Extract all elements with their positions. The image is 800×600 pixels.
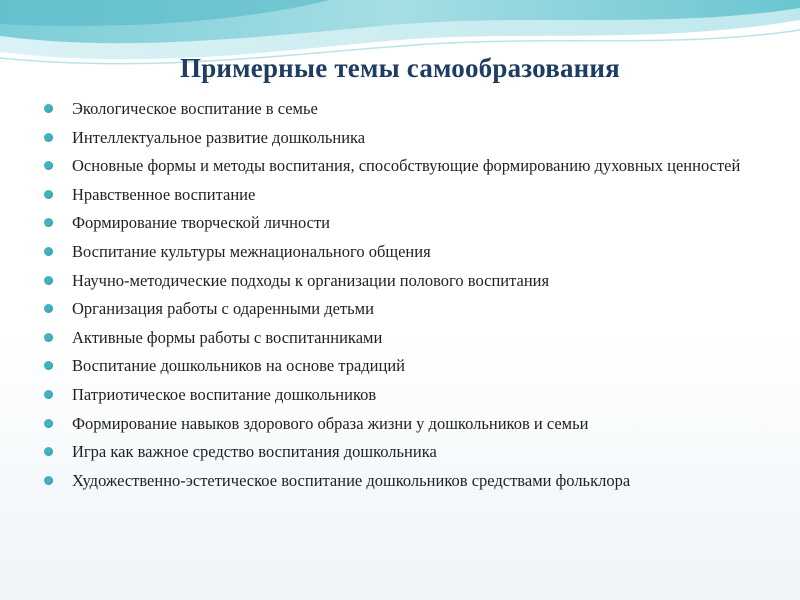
list-item-text: Интеллектуальное развитие дошкольника [72,127,366,147]
list-item [44,440,774,464]
list-item [44,383,774,407]
slide-title: Примерные темы самообразования [180,53,620,83]
list-item [44,154,774,178]
list-item [44,354,774,378]
bullet-dot-icon [44,390,53,399]
bullet-dot-icon [44,104,53,113]
list-item-text: Художественно-эстетическое воспитание дошкольников средствами фольклора [72,470,631,490]
bullet-dot-icon [44,161,53,170]
bullet-dot-icon [44,276,53,285]
list-item [44,469,774,493]
bullet-dot-icon [44,333,53,342]
bullet-dot-icon [44,447,53,456]
list-item [44,126,774,150]
list-item-text: Экологическое воспитание в семье [72,99,318,118]
list-item-text: Патриотическое воспитание дошкольников [72,384,377,404]
list-item [44,412,774,436]
list-item-text: Организация работы с одаренными детьми [72,299,374,319]
list-item-text: Воспитание культуры межнационального общения [72,241,431,261]
list-item-text: Нравственное воспитание [72,184,256,204]
list-item-text: Формирование навыков здорового образа жизни у дошкольников и семьи [72,413,589,433]
list-item-text: Основные формы и методы воспитания, способствующие формированию духовных ценностей [72,156,741,176]
list-item-text: Активные формы работы с воспитанниками [72,327,383,347]
bullet-dot-icon [44,361,53,370]
bullet-dot-icon [44,190,53,199]
bullet-dot-icon [44,476,53,485]
bullet-dot-icon [44,304,53,313]
list-item [44,97,774,121]
list-item [44,211,774,235]
list-item-text: Игра как важное средство воспитания дошкольника [72,442,437,462]
bullet-dot-icon [44,218,53,227]
list-item [44,297,774,321]
list-item [44,240,774,264]
bullet-dot-icon [44,419,53,428]
bullet-dot-icon [44,247,53,256]
list-item-text: Формирование творческой личности [72,213,330,233]
bullet-dot-icon [44,133,53,142]
topics-list [44,97,774,497]
list-item-text: Научно-методические подходы к организации полового воспитания [72,270,550,290]
list-item [44,183,774,207]
list-item [44,326,774,350]
list-item [44,269,774,293]
list-item-text: Воспитание дошкольников на основе традиций [72,356,406,376]
